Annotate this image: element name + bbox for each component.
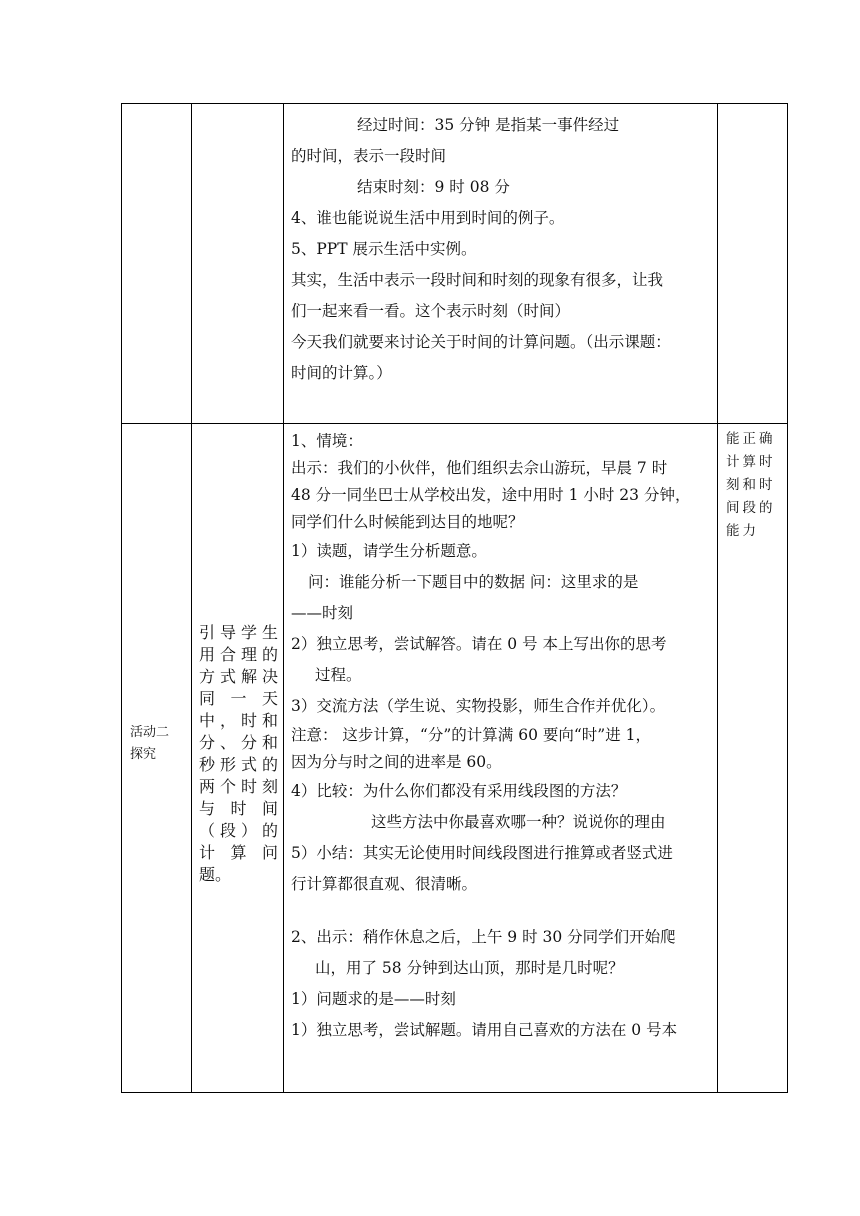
process-line: 5、PPT 展示生活中实例。: [291, 240, 477, 258]
table-row: [122, 104, 788, 424]
process-line: 4）比较：为什么你们都没有采用线段图的方法？: [291, 782, 627, 800]
design-line: 与 时 间: [199, 799, 278, 818]
goal-cell: [718, 424, 788, 1093]
table-row: [122, 424, 788, 1093]
lesson-plan-table: [121, 103, 788, 1093]
process-line: 1）读题，请学生分析题意。: [291, 542, 487, 560]
process-line: 今天我们就要来讨论关于时间的计算问题。（出示课题：: [291, 333, 671, 351]
teaching-process-cell: [284, 424, 718, 1093]
goal-line: 计算时: [726, 454, 776, 470]
design-line: （段）的: [199, 821, 278, 840]
design-line: 分、分和: [199, 733, 278, 752]
design-line: 同 一 天: [199, 689, 278, 708]
design-line: 计 算 问: [199, 843, 278, 862]
process-line: 出示：我们的小伙伴，他们组织去佘山游玩，早晨 7 时: [291, 459, 668, 477]
process-line: 1）独立思考，尝试解题。请用自己喜欢的方法在 0 号本: [291, 1021, 678, 1039]
activity-cell: [122, 104, 192, 424]
design-line: 方式解决: [199, 667, 278, 686]
design-intent-cell: [192, 424, 284, 1093]
goal-line: 刻和时: [726, 477, 776, 493]
process-line: 因为分与时之间的进率是 60。: [291, 753, 502, 771]
goal-line: 能正确: [726, 431, 776, 447]
process-line: 48 分一同坐巴士从学校出发，途中用时 1 小时 23 分钟，: [291, 486, 691, 504]
activity-cell: [122, 424, 192, 1093]
teaching-process-cell: [284, 104, 718, 424]
process-line: 行计算都很直观、很清晰。: [291, 875, 478, 893]
goal-line: 间段的: [726, 500, 776, 516]
process-line: 5）小结：其实无论使用时间线段图进行推算或者竖式进: [291, 844, 673, 862]
goal-line: 能力: [726, 523, 759, 539]
process-line: 1）问题求的是——时刻: [291, 990, 456, 1008]
process-line: [284, 900, 717, 922]
process-line: 4、谁也能说说生活中用到时间的例子。: [291, 209, 565, 227]
design-line: 题。: [199, 865, 232, 884]
activity-type: 探究: [130, 747, 157, 762]
goal-cell: [718, 104, 788, 424]
design-intent-cell: [192, 104, 284, 424]
process-line: 山，用了 58 分钟到达山顶，那时是几时呢？: [315, 959, 624, 977]
process-line: ——时刻: [291, 604, 354, 622]
process-line: 的时间，表示一段时间: [291, 147, 447, 165]
process-line: 时间的计算。）: [291, 364, 392, 382]
design-line: 中，时和: [199, 711, 278, 730]
design-line: 秒形式的: [199, 755, 278, 774]
process-line: 同学们什么时候能到达目的地呢？: [291, 513, 524, 531]
process-line: 2、出示：稍作休息之后，上午 9 时 30 分同学们开始爬: [291, 928, 676, 946]
process-line: 结束时刻：9 时 08 分: [357, 178, 510, 196]
process-line: 问：谁能分析一下题目中的数据 问：这里求的是: [308, 573, 639, 591]
design-line: 引导学生: [199, 623, 278, 642]
process-line: 其实，生活中表示一段时间和时刻的现象有很多，让我: [291, 271, 664, 289]
process-line: 过程。: [315, 666, 362, 684]
design-line: 两个时刻: [199, 777, 278, 796]
process-line: 这些方法中你最喜欢哪一种？说说你的理由: [371, 813, 666, 831]
activity-name: 活动二: [130, 725, 170, 740]
process-line: 3）交流方法（学生说、实物投影，师生合作并优化）。: [291, 697, 666, 715]
design-line: 用合理的: [199, 645, 278, 664]
process-line: 2）独立思考，尝试解答。请在 0 号 本上写出你的思考: [291, 635, 667, 653]
process-line: 注意： 这步计算，“分”的计算满 60 要向“时”进 1，: [291, 726, 651, 744]
process-line: 们一起来看一看。这个表示时刻（时间）: [291, 302, 571, 320]
process-line: 经过时间：35 分钟 是指某一事件经过: [357, 116, 620, 134]
process-line: 1、情境：: [291, 432, 363, 450]
